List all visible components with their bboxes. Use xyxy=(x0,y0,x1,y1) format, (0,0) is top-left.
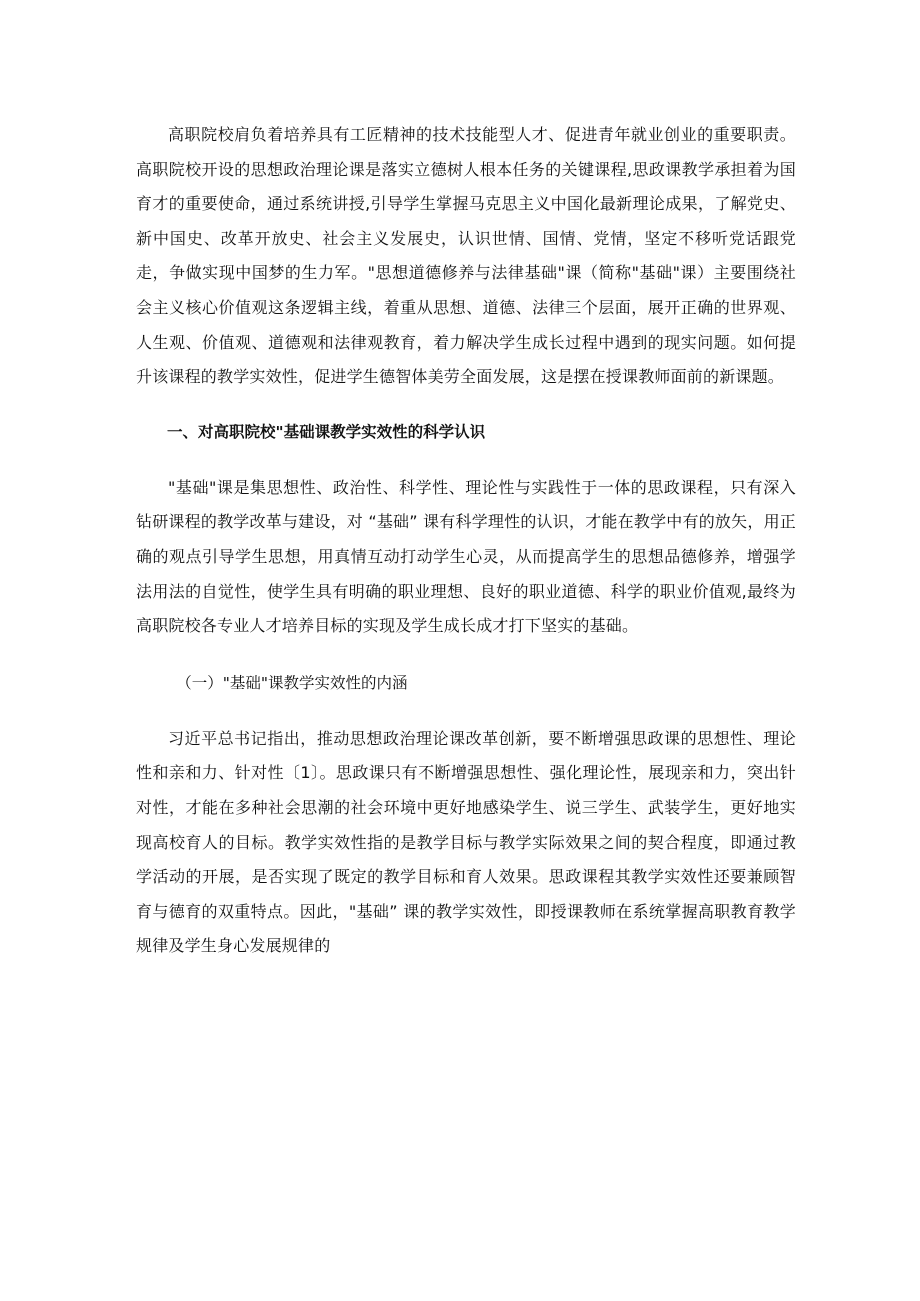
subsection-heading: （一）"基础"课教学实效性的内涵 xyxy=(176,673,408,692)
subsection-paragraph: 习近平总书记指出，推动思想政治理论课改革创新，要不断增强思政课的思想性、理论性和亲和力、针对性〔1〕。思政课只有不断增强思想性、强化理论性，展现亲和力，突出针对性，才能在多种社会思潮的社会环境中更好地感染学生、说三学生、武装学生，更好地实现高校育人的目标。教学实效性指的是教学目标与教学实际效果之间的契合程度，即通过教学活动的开展，是否实现了既定的教学目标和育人效果。思政课程其教学实效性还要兼顾智育与德育的双重特点。因此，"基础” 课的教学实效性，即授课教师在系统掌握高职教育教学规律及学生身心发展规律的 xyxy=(136,728,796,956)
section-paragraph: "基础"课是集思想性、政治性、科学性、理论性与实践性于一体的思政课程，只有深入钻研课程的教学改革与建设，对 “基础” 课有科学理性的认识，才能在教学中有的放矢，用正确的观点引导学生思想，用真情互动打动学生心灵，从而提高学生的思想品德修养，增强学法用法的自觉性，使学生具有明确的职业理想、良好的职业道德、科学的职业价值观,最终为高职院校各专业人才培养目标的实现及学生成长成才打下坚实的基础。 xyxy=(136,477,796,636)
section-heading: 一、对高职院校"基础课教学实效性的科学认识 xyxy=(167,422,486,441)
intro-paragraph: 高职院校肩负着培养具有工匠精神的技术技能型人才、促进青年就业创业的重要职责。高职院校开设的思想政治理论课是落实立德树人根本任务的关键课程,思政课教学承担着为国育才的重要使命，通过系统讲授,引导学生掌握马克思主义中国化最新理论成果，了解党史、新中国史、改革开放史、社会主义发展史，认识世情、国情、党情，坚定不移听党话跟党走，争做实现中国梦的生力军。"思想道德修养与法律基础"课（简称"基础"课）主要围绕社会主义核心价值观这条逻辑主线，着重从思想、道德、法律三个层面，展开正确的世界观、人生观、价值观、道德观和法律观教育，着力解决学生成长过程中遇到的现实问题。如何提升该课程的教学实效性，促进学生德智体美劳全面发展，这是摆在授课教师面前的新课题。 xyxy=(136,125,796,387)
document-page xyxy=(136,118,796,964)
